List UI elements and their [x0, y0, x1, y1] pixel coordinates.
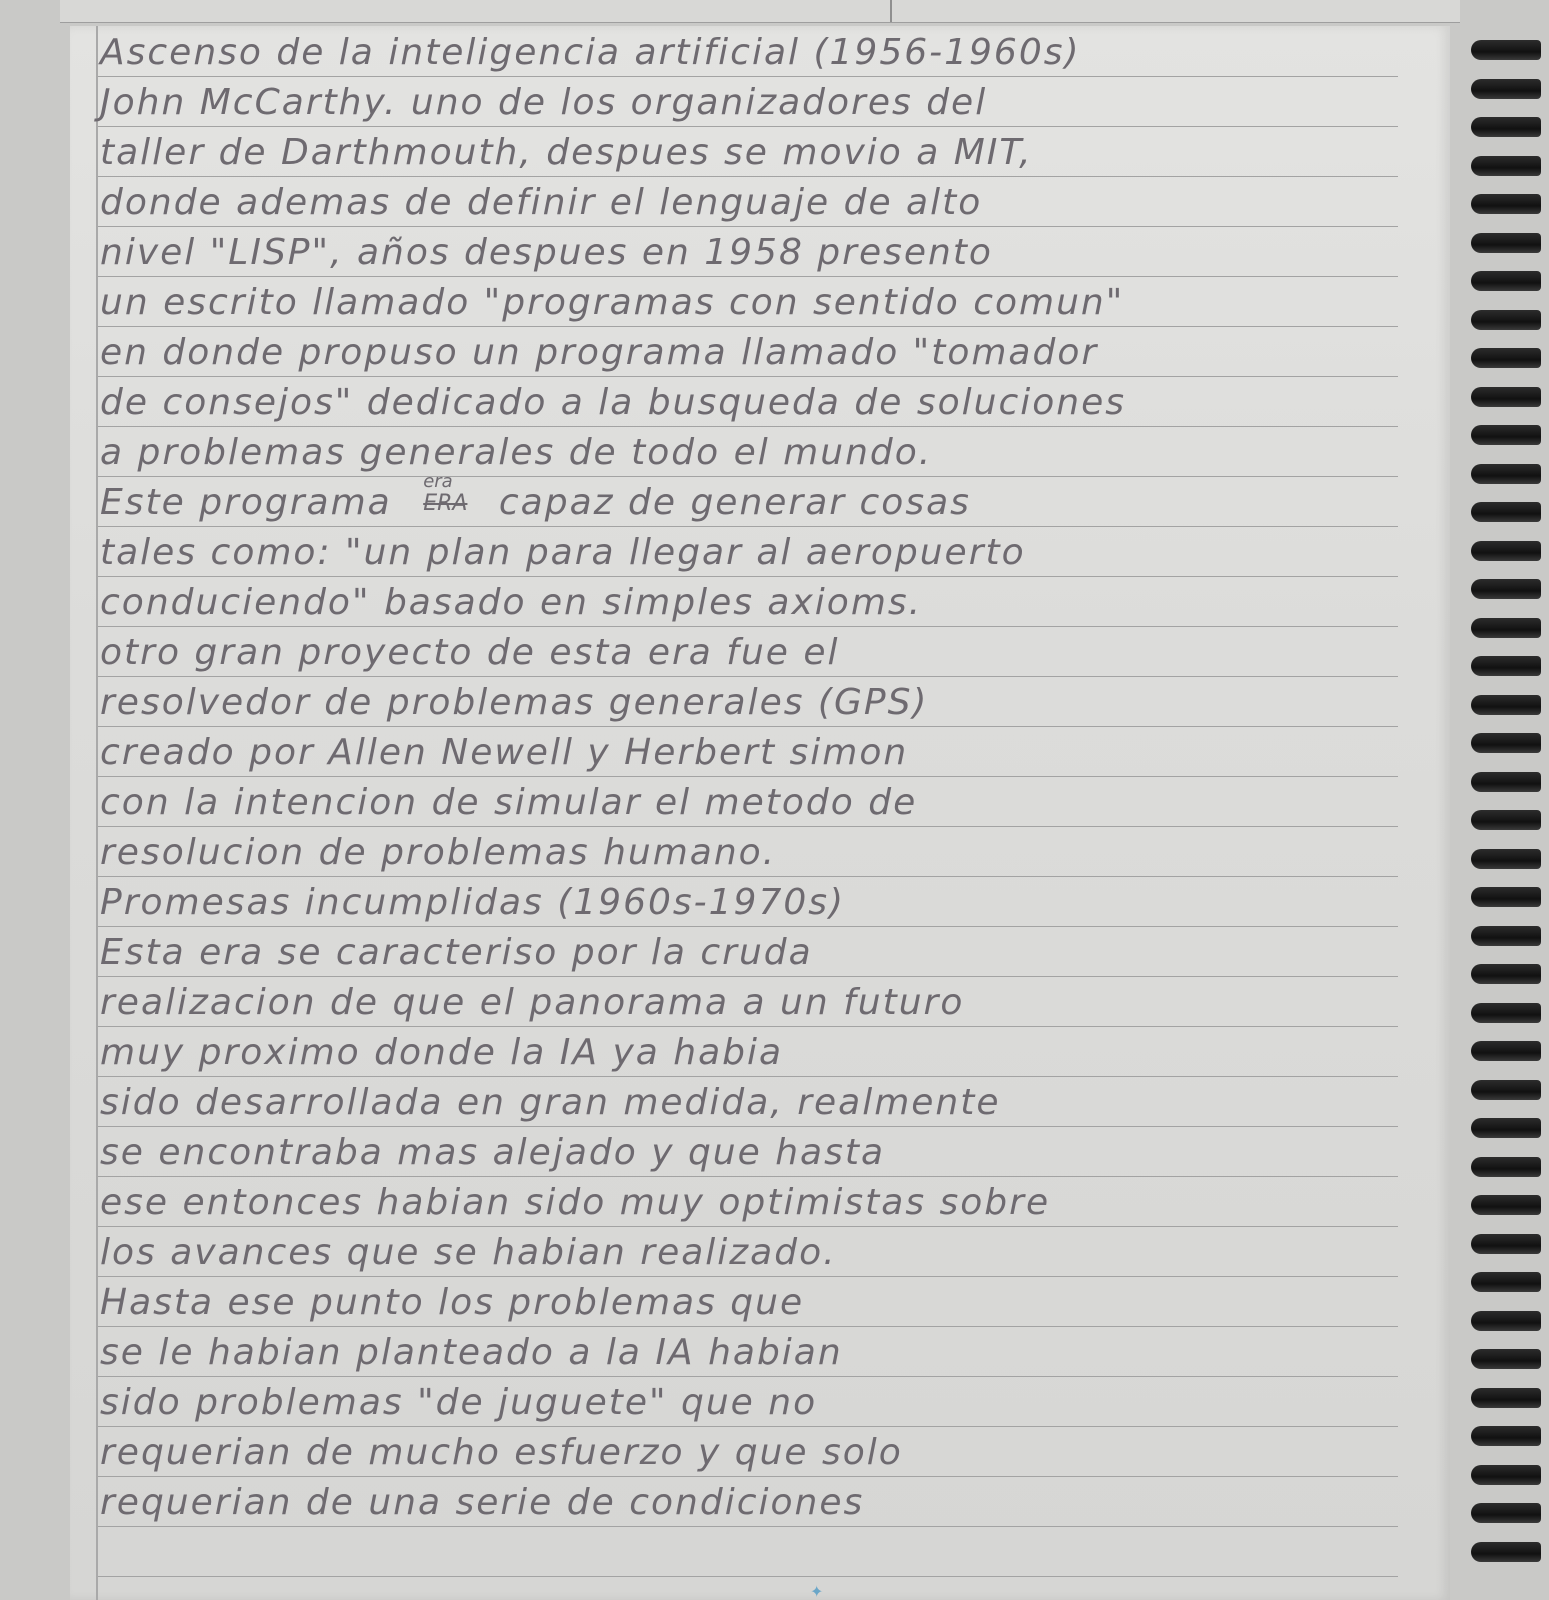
spiral-ring: [1471, 117, 1541, 137]
text-line: [100, 471, 971, 526]
spiral-ring: [1471, 1118, 1541, 1138]
text-line: con la intencion de simular el metodo de: [100, 782, 918, 823]
spiral-ring: [1471, 464, 1541, 484]
ruled-line: [98, 276, 1398, 277]
text-line: tales como: "un plan para llegar al aeropuerto: [100, 532, 1026, 573]
ruled-line: [98, 376, 1398, 377]
text-line: un escrito llamado "programas con sentido comun": [100, 282, 1125, 323]
page-divider: [890, 0, 892, 22]
text-line: muy proximo donde la IA ya habia: [100, 1032, 784, 1073]
text-line: realizacion de que el panorama a un futuro: [100, 982, 965, 1023]
ruled-line: [98, 776, 1398, 777]
spiral-ring: [1471, 695, 1541, 715]
spiral-ring: [1471, 1503, 1541, 1523]
ruled-line: [98, 1326, 1398, 1327]
text-line: donde ademas de definir el lenguaje de alto: [100, 182, 983, 223]
ruled-line: [98, 726, 1398, 727]
spiral-ring: [1471, 541, 1541, 561]
line-start: Este programa: [100, 482, 392, 523]
spiral-ring: [1471, 271, 1541, 291]
spiral-ring: [1471, 810, 1541, 830]
ruled-line: [98, 1176, 1398, 1177]
spiral-ring: [1471, 40, 1541, 60]
ruled-line: [98, 326, 1398, 327]
correction: [423, 471, 468, 527]
spiral-ring: [1471, 1041, 1541, 1061]
text-line: John McCarthy. uno de los organizadores del: [100, 82, 988, 123]
text-line: taller de Darthmouth, despues se movio a MIT,: [100, 132, 1033, 173]
ruled-line: [98, 876, 1398, 877]
ruled-line: [98, 1026, 1398, 1027]
ruled-line: [98, 976, 1398, 977]
spiral-ring: [1471, 887, 1541, 907]
text-line: resolvedor de problemas generales (GPS): [100, 682, 929, 723]
spiral-ring: [1471, 579, 1541, 599]
inserted-word: era: [423, 471, 453, 492]
spiral-ring: [1471, 1311, 1541, 1331]
heading-line: Ascenso de la inteligencia artificial (1956-1960s): [100, 32, 1081, 73]
spiral-ring: [1471, 964, 1541, 984]
text-line: se encontraba mas alejado y que hasta: [100, 1132, 886, 1173]
text-line: se le habian planteado a la IA habian: [100, 1332, 843, 1373]
text-line: Esta era se caracteriso por la cruda: [100, 932, 813, 973]
spiral-ring: [1471, 1234, 1541, 1254]
line-end: capaz de generar cosas: [498, 482, 971, 523]
spiral-ring: [1471, 348, 1541, 368]
ruled-line: [98, 1476, 1398, 1477]
spiral-ring: [1471, 1465, 1541, 1485]
spiral-ring: [1471, 618, 1541, 638]
text-line: Hasta ese punto los problemas que: [100, 1282, 805, 1323]
ruled-line: [98, 226, 1398, 227]
text-line: conduciendo" basado en simples axioms.: [100, 582, 923, 623]
spiral-ring: [1471, 926, 1541, 946]
text-line: nivel "LISP", años despues en 1958 presento: [100, 232, 993, 273]
ruled-line: [98, 426, 1398, 427]
spiral-ring: [1471, 310, 1541, 330]
text-line: de consejos" dedicado a la busqueda de soluciones: [100, 382, 1126, 423]
ruled-line: [98, 1376, 1398, 1377]
spiral-ring: [1471, 1080, 1541, 1100]
ruled-line: [98, 76, 1398, 77]
ruled-line: [98, 1276, 1398, 1277]
spiral-ring: [1471, 502, 1541, 522]
previous-page-edge: [60, 0, 1460, 23]
text-line: los avances que se habian realizado.: [100, 1232, 837, 1273]
spiral-ring: [1471, 656, 1541, 676]
spiral-ring: [1471, 156, 1541, 176]
text-line: sido desarrollada en gran medida, realmente: [100, 1082, 1001, 1123]
spiral-ring: [1471, 1272, 1541, 1292]
spiral-ring: [1471, 772, 1541, 792]
star-icon: ✦: [810, 1582, 824, 1600]
ruled-line: [98, 1576, 1398, 1577]
ruled-line: [98, 1126, 1398, 1127]
ruled-line: [98, 176, 1398, 177]
ruled-line: [98, 526, 1398, 527]
spiral-ring: [1471, 1542, 1541, 1562]
spiral-ring: [1471, 79, 1541, 99]
text-line: en donde propuso un programa llamado "tomador: [100, 332, 1099, 373]
subheading-line: Promesas incumplidas (1960s-1970s): [100, 882, 846, 923]
spiral-binding: [1459, 0, 1549, 1600]
text-line: otro gran proyecto de esta era fue el: [100, 632, 840, 673]
text-line: requerian de una serie de condiciones: [100, 1482, 865, 1523]
ruled-line: [98, 576, 1398, 577]
spiral-ring: [1471, 194, 1541, 214]
ruled-line: [98, 1076, 1398, 1077]
spiral-ring: [1471, 1157, 1541, 1177]
spiral-ring: [1471, 1388, 1541, 1408]
spiral-ring: [1471, 425, 1541, 445]
spiral-ring: [1471, 1003, 1541, 1023]
ruled-line: [98, 126, 1398, 127]
spiral-ring: [1471, 1349, 1541, 1369]
text-line: creado por Allen Newell y Herbert simon: [100, 732, 909, 773]
crossed-out-word: ERA: [423, 491, 468, 516]
ruled-line: [98, 476, 1398, 477]
ruled-line: [98, 1426, 1398, 1427]
ruled-line: [98, 1526, 1398, 1527]
spiral-ring: [1471, 733, 1541, 753]
spiral-ring: [1471, 233, 1541, 253]
ruled-line: [98, 626, 1398, 627]
spiral-ring: [1471, 1426, 1541, 1446]
ruled-line: [98, 1226, 1398, 1227]
ruled-line: [98, 926, 1398, 927]
spiral-ring: [1471, 849, 1541, 869]
text-line: requerian de mucho esfuerzo y que solo: [100, 1432, 903, 1473]
ruled-line: [98, 826, 1398, 827]
text-line: resolucion de problemas humano.: [100, 832, 777, 873]
text-line: sido problemas "de juguete" que no: [100, 1382, 818, 1423]
ruled-line: [98, 676, 1398, 677]
text-line: ese entonces habian sido muy optimistas sobre: [100, 1182, 1051, 1223]
spiral-ring: [1471, 1195, 1541, 1215]
spiral-ring: [1471, 387, 1541, 407]
text-line: a problemas generales de todo el mundo.: [100, 432, 933, 473]
